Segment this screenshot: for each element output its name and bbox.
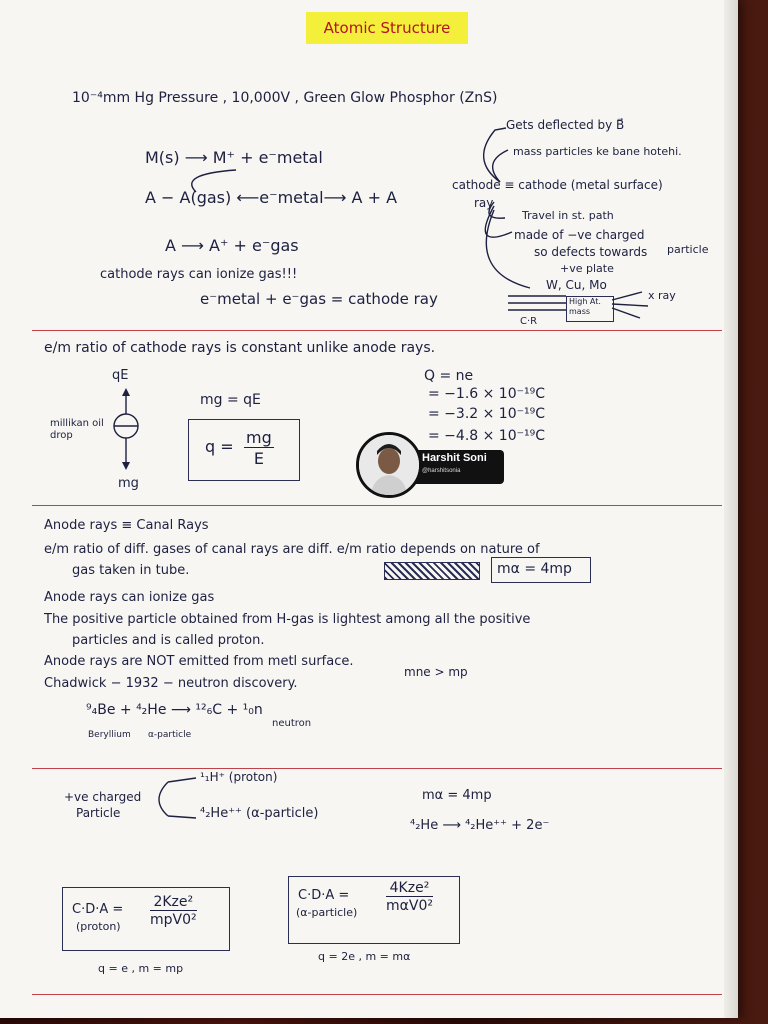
anode-ionize-line: Anode rays can ionize gas xyxy=(44,590,215,605)
cda-proton-sub: (proton) xyxy=(76,920,121,933)
chadwick-line: Chadwick − 1932 − neutron discovery. xyxy=(44,676,298,691)
metals-note: W, Cu, Mo xyxy=(546,278,607,292)
neutron-reaction: ⁹₄Be + ⁴₂He ⟶ ¹²₆C + ¹₀n xyxy=(86,702,263,718)
alpha-mass-text: mα = 4mp xyxy=(497,561,572,577)
high-mass-label: High At. mass xyxy=(569,297,601,316)
cda-alpha-sub: (α-particle) xyxy=(296,906,358,919)
plate-note: +ve plate xyxy=(560,262,614,275)
cda-alpha-denominator: mαV0² xyxy=(386,898,433,914)
divider-2 xyxy=(32,505,722,506)
ray-label: ray xyxy=(474,196,494,210)
cathode-ray-sum: e⁻metal + e⁻gas = cathode ray xyxy=(200,290,438,308)
charge-lhs: q = xyxy=(205,437,234,456)
charged-label: +ve charged xyxy=(64,790,142,804)
avatar xyxy=(356,432,422,498)
cda-proton-fraction xyxy=(150,894,197,928)
neutron-mass-note: mne > mp xyxy=(404,665,468,679)
cda-proton-denominator: mpV0² xyxy=(150,912,197,928)
alpha-particle-label: α-particle xyxy=(148,730,192,740)
beryllium-label: Beryllium xyxy=(88,730,131,740)
divider-1 xyxy=(32,330,722,331)
charge-fraction xyxy=(244,428,274,468)
cda-alpha-note: q = 2e , m = mα xyxy=(318,950,411,963)
helium-ionization: ⁴₂He ⟶ ⁴₂He⁺⁺ + 2e⁻ xyxy=(410,818,550,833)
quantization-eq: Q = ne xyxy=(424,368,474,384)
particle-label: Particle xyxy=(76,806,121,820)
divider-3 xyxy=(32,768,722,769)
equation-metal-ionization: M(s) ⟶ M⁺ + e⁻metal xyxy=(145,148,323,167)
scribbled-out-text xyxy=(384,562,480,580)
page-binding-edge xyxy=(724,0,738,1018)
branch-bracket xyxy=(159,782,168,816)
cda-proton-note: q = e , m = mp xyxy=(98,962,184,975)
alpha-mass-relation: mα = 4mp xyxy=(422,788,492,803)
equation-gas-ionization: A ⟶ A⁺ + e⁻gas xyxy=(165,236,299,255)
proton-definition-line: The positive particle obtained from H-gas is lightest among all the positive xyxy=(44,612,531,627)
defects-note: so defects towards xyxy=(534,245,648,259)
cda-proton-lhs: C·D·A = xyxy=(72,902,124,917)
em-ratio-statement: e/m ratio of cathode rays is constant unlike anode rays. xyxy=(44,340,436,356)
cda-proton-box xyxy=(62,887,230,951)
anode-canal-line: Anode rays ≡ Canal Rays xyxy=(44,518,209,533)
cda-alpha-fraction xyxy=(386,880,433,914)
gas-tube-line: gas taken in tube. xyxy=(72,563,190,578)
neutron-label: neutron xyxy=(272,718,312,729)
straight-path-note: Travel in st. path xyxy=(522,209,614,222)
badge-name: Harshit Soni xyxy=(422,452,487,464)
divider-4 xyxy=(32,994,722,995)
cathode-ray-definition: cathode ≡ cathode (metal surface) xyxy=(452,178,663,192)
equation-gas-dissociation: A − A(gas) ⟵e⁻metal⟶ A + A xyxy=(145,188,398,207)
anode-not-metal-line: Anode rays are NOT emitted from metl surface. xyxy=(44,654,354,669)
force-balance-eq: mg = qE xyxy=(200,392,261,408)
em-depends-line: e/m ratio of diff. gases of canal rays are diff. e/m ratio depends on nature of xyxy=(44,542,540,557)
ionize-note: cathode rays can ionize gas!!! xyxy=(100,267,298,282)
charge-value-3: = −4.8 × 10⁻¹⁹C xyxy=(428,428,546,444)
page-title: Atomic Structure xyxy=(306,12,468,44)
made-of-note: made of −ve charged xyxy=(514,228,645,242)
mass-particles-note: mass particles ke bane hotehi. xyxy=(513,145,682,158)
cda-proton-numerator: 2Kze² xyxy=(150,894,197,911)
particle-note: particle xyxy=(667,243,709,256)
deflected-note: Gets deflected by B⃗ xyxy=(506,118,625,132)
millikan-label: millikan oil drop xyxy=(50,418,104,441)
alpha-branch: ⁴₂He⁺⁺ (α-particle) xyxy=(200,806,319,821)
badge-handle: @harshitsonia xyxy=(422,468,461,474)
charge-denominator: E xyxy=(253,449,264,468)
xray-label: x ray xyxy=(648,289,676,302)
cda-alpha-numerator: 4Kze² xyxy=(386,880,433,897)
charge-value-1: = −1.6 × 10⁻¹⁹C xyxy=(428,386,546,402)
charge-numerator: mg xyxy=(246,428,272,447)
cr-label: C·R xyxy=(520,316,538,327)
watermark-badge xyxy=(356,432,512,500)
mg-label: mg xyxy=(118,476,139,491)
charge-value-2: = −3.2 × 10⁻¹⁹C xyxy=(428,406,546,422)
intro-line: 10⁻⁴mm Hg Pressure , 10,000V , Green Glow Phosphor (ZnS) xyxy=(72,90,498,106)
deflection-arrow xyxy=(484,128,506,182)
cda-alpha-lhs: C·D·A = xyxy=(298,888,350,903)
qE-label: qE xyxy=(112,368,129,383)
proton-branch: ¹₁H⁺ (proton) xyxy=(200,770,278,784)
proton-definition-line-2: particles and is called proton. xyxy=(72,633,265,648)
